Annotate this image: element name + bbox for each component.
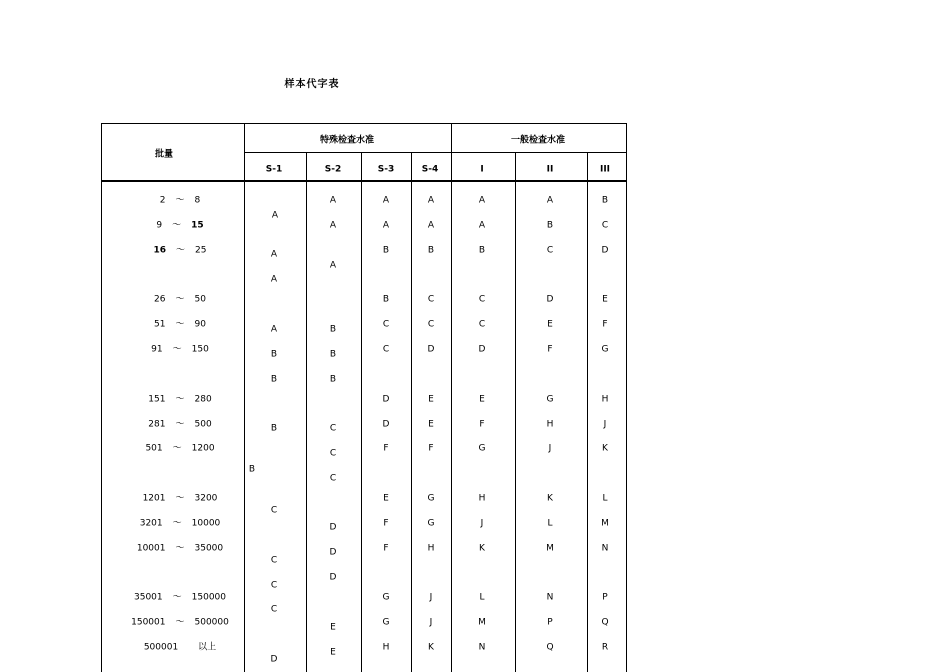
code-letter-ii: M xyxy=(546,543,554,554)
code-letter-s-4: E xyxy=(428,419,434,430)
batch-from: 501 xyxy=(145,443,163,454)
batch-to: 280 xyxy=(194,394,212,405)
code-letter-ii: P xyxy=(547,617,553,628)
batch-range xyxy=(143,495,218,504)
code-letter-iii: L xyxy=(602,493,608,504)
code-letter-s-1: B xyxy=(248,464,256,475)
code-letter-s-3: C xyxy=(382,319,390,330)
batch-separator: ～ xyxy=(175,419,185,430)
code-letter-ii: B xyxy=(546,220,554,231)
code-letter-ii: J xyxy=(548,443,552,454)
code-letter-s-2: B xyxy=(329,349,337,360)
code-letter-s-3: E xyxy=(383,493,389,504)
code-letter-s-4: A xyxy=(427,220,435,231)
code-letter-ii: N xyxy=(546,592,554,603)
column-header-s-4: S-4 xyxy=(421,164,439,175)
code-letter-i: H xyxy=(478,493,486,504)
code-letter-s-1: A xyxy=(270,324,278,335)
batch-from: 150001 xyxy=(131,617,166,628)
code-letter-i: B xyxy=(478,245,486,256)
code-letter-ii: Q xyxy=(546,642,554,653)
table-left-border xyxy=(101,123,102,672)
code-letter-iii: Q xyxy=(601,617,609,628)
batch-separator: ～ xyxy=(175,394,185,405)
code-letter-s-4: C xyxy=(427,294,435,305)
code-letter-iii: P xyxy=(602,592,608,603)
code-letter-ii: H xyxy=(546,419,554,430)
code-letter-s-2: C xyxy=(329,423,337,434)
batch-to: 15 xyxy=(191,220,204,231)
code-letter-s-2: C xyxy=(329,473,337,484)
batch-range xyxy=(145,445,214,454)
batch-separator: ～ xyxy=(172,443,182,454)
code-letter-s-4: E xyxy=(428,394,434,405)
code-letter-s-1: B xyxy=(270,374,278,385)
code-letter-i: D xyxy=(478,344,486,355)
batch-to: 10000 xyxy=(191,518,221,529)
batch-from: 151 xyxy=(148,394,166,405)
code-letter-i: K xyxy=(479,543,485,554)
code-letter-ii: F xyxy=(547,344,553,355)
batch-separator: ～ xyxy=(175,319,185,330)
code-letter-iii: D xyxy=(601,245,609,256)
code-letter-ii: K xyxy=(547,493,553,504)
code-letter-i: L xyxy=(479,592,485,603)
batch-to: 90 xyxy=(194,319,206,330)
code-letter-i: N xyxy=(478,642,486,653)
batch-to: 3200 xyxy=(194,493,218,504)
code-letter-s-4: B xyxy=(427,245,435,256)
batch-range xyxy=(148,396,211,405)
batch-range xyxy=(137,545,223,554)
batch-separator: ～ xyxy=(175,543,185,554)
batch-to: 50 xyxy=(194,294,206,305)
code-letter-s-3: A xyxy=(382,220,390,231)
code-letter-s-2: B xyxy=(329,374,337,385)
batch-to: 150 xyxy=(191,344,209,355)
code-letter-s-3: H xyxy=(382,642,390,653)
code-letter-iii: N xyxy=(601,543,609,554)
code-letter-s-4: K xyxy=(428,642,434,653)
code-letter-ii: L xyxy=(547,518,553,529)
code-letter-s-4: D xyxy=(427,344,435,355)
code-letter-iii: R xyxy=(601,642,609,653)
special-inspection-level-header: 特殊检查水准 xyxy=(319,135,375,146)
header-bottom-rule xyxy=(101,180,627,182)
batch-from: 16 xyxy=(153,245,167,256)
code-letter-iii: B xyxy=(601,195,609,206)
batch-from: 2 xyxy=(159,195,166,206)
code-letter-i: G xyxy=(478,443,486,454)
batch-range xyxy=(151,346,209,355)
code-letter-i: J xyxy=(480,518,484,529)
code-letter-s-3: D xyxy=(382,394,390,405)
column-header-s-1: S-1 xyxy=(265,164,283,175)
code-letter-s-3: F xyxy=(383,443,389,454)
batch-from: 51 xyxy=(154,319,166,330)
batch-to: 500000 xyxy=(194,617,229,628)
column-divider xyxy=(587,152,588,672)
batch-range xyxy=(154,296,206,305)
code-letter-s-2: D xyxy=(329,547,337,558)
code-letter-iii: C xyxy=(601,220,609,231)
code-letter-iii: G xyxy=(601,344,609,355)
code-letter-i: C xyxy=(478,294,486,305)
code-letter-s-3: A xyxy=(382,195,390,206)
code-letter-s-1: A xyxy=(270,249,278,260)
code-letter-iii: K xyxy=(602,443,608,454)
batch-range xyxy=(160,197,200,206)
column-divider xyxy=(361,152,362,672)
code-letter-s-1: C xyxy=(270,555,278,566)
code-letter-s-1: A xyxy=(271,210,279,221)
code-letter-s-2: B xyxy=(329,324,337,335)
code-letter-s-1: C xyxy=(270,604,278,615)
batch-separator: ～ xyxy=(175,493,185,504)
code-letter-s-3: F xyxy=(383,518,389,529)
code-letter-s-2: E xyxy=(330,647,336,658)
code-letter-s-4: F xyxy=(428,443,434,454)
batch-to: 以上 xyxy=(198,642,217,653)
code-letter-s-4: C xyxy=(427,319,435,330)
code-letter-iii: F xyxy=(602,319,608,330)
code-letter-i: M xyxy=(478,617,486,628)
code-letter-s-3: B xyxy=(382,294,390,305)
code-letter-s-1: D xyxy=(270,654,278,665)
code-letter-s-3: G xyxy=(382,617,390,628)
code-letter-i: A xyxy=(478,220,486,231)
code-letter-s-2: A xyxy=(329,220,337,231)
batch-separator: ～ xyxy=(176,245,186,256)
batch-range xyxy=(140,520,221,529)
column-header-i: I xyxy=(480,164,484,175)
code-letter-ii: D xyxy=(546,294,554,305)
batch-range xyxy=(134,594,226,603)
code-letter-s-2: A xyxy=(329,195,337,206)
column-header-iii: III xyxy=(599,164,611,175)
batch-to: 25 xyxy=(195,245,207,256)
code-letter-s-4: J xyxy=(429,592,433,603)
batch-range xyxy=(154,247,207,256)
batch-from: 500001 xyxy=(143,642,179,653)
batch-from: 26 xyxy=(154,294,166,305)
code-letter-s-3: D xyxy=(382,419,390,430)
page-title: 样本代字表 xyxy=(284,79,340,90)
code-letter-s-2: C xyxy=(329,448,337,459)
column-divider xyxy=(515,152,516,672)
code-letter-iii: E xyxy=(602,294,608,305)
code-letter-i: F xyxy=(479,419,485,430)
batch-to: 35000 xyxy=(194,543,224,554)
batch-from: 35001 xyxy=(133,592,163,603)
column-header-ii: II xyxy=(546,164,554,175)
code-letter-s-1: C xyxy=(270,505,278,516)
batch-range xyxy=(154,321,206,330)
batch-separator: ～ xyxy=(172,518,182,529)
code-letter-iii: M xyxy=(601,518,609,529)
batch-column-divider xyxy=(244,123,245,672)
column-header-s-2: S-2 xyxy=(324,164,342,175)
general-inspection-level-header: 一般检查水准 xyxy=(510,135,566,146)
code-letter-s-3: G xyxy=(382,592,390,603)
code-letter-s-4: G xyxy=(427,493,435,504)
batch-from: 10001 xyxy=(136,543,166,554)
batch-separator: ～ xyxy=(175,195,185,206)
code-letter-s-1: B xyxy=(270,423,278,434)
column-divider xyxy=(306,152,307,672)
code-letter-s-4: A xyxy=(427,195,435,206)
batch-separator: ～ xyxy=(172,220,182,231)
batch-separator: ～ xyxy=(172,344,182,355)
code-letter-s-3: C xyxy=(382,344,390,355)
batch-from: 9 xyxy=(156,220,163,231)
batch-range xyxy=(148,421,211,430)
code-letter-s-1: C xyxy=(270,580,278,591)
batch-to: 1200 xyxy=(191,443,215,454)
batch-from: 3201 xyxy=(139,518,163,529)
header-divider xyxy=(244,152,627,153)
code-letter-ii: G xyxy=(546,394,554,405)
code-letter-i: C xyxy=(478,319,486,330)
code-letter-s-4: G xyxy=(427,518,435,529)
table-top-border xyxy=(101,123,627,124)
code-letter-s-2: D xyxy=(329,522,337,533)
batch-range xyxy=(131,619,229,628)
batch-range xyxy=(144,644,216,653)
code-letter-s-4: H xyxy=(427,543,435,554)
batch-from: 1201 xyxy=(142,493,166,504)
batch-header: 批量 xyxy=(154,149,174,160)
code-letter-iii: J xyxy=(603,419,607,430)
code-letter-s-4: J xyxy=(429,617,433,628)
batch-to: 500 xyxy=(194,419,212,430)
code-letter-s-2: E xyxy=(330,622,336,633)
code-letter-i: A xyxy=(478,195,486,206)
code-letter-s-3: F xyxy=(383,543,389,554)
code-letter-ii: A xyxy=(546,195,554,206)
code-letter-s-1: B xyxy=(270,349,278,360)
column-header-s-3: S-3 xyxy=(377,164,395,175)
batch-separator: ～ xyxy=(172,592,182,603)
code-letter-s-3: B xyxy=(382,245,390,256)
group-divider xyxy=(451,123,452,672)
batch-separator: ～ xyxy=(175,617,185,628)
code-letter-s-1: A xyxy=(270,274,278,285)
code-letter-ii: E xyxy=(547,319,553,330)
batch-from: 281 xyxy=(148,419,166,430)
code-letter-iii: H xyxy=(601,394,609,405)
batch-range xyxy=(156,222,203,231)
code-letter-s-2: A xyxy=(329,260,337,271)
code-letter-s-2: D xyxy=(329,572,337,583)
column-divider xyxy=(411,152,412,672)
code-letter-ii: C xyxy=(546,245,554,256)
batch-separator: ～ xyxy=(175,294,185,305)
batch-to: 150000 xyxy=(191,592,227,603)
batch-from: 91 xyxy=(151,344,163,355)
code-letter-i: E xyxy=(479,394,485,405)
batch-to: 8 xyxy=(194,195,201,206)
table-right-border xyxy=(626,123,627,672)
